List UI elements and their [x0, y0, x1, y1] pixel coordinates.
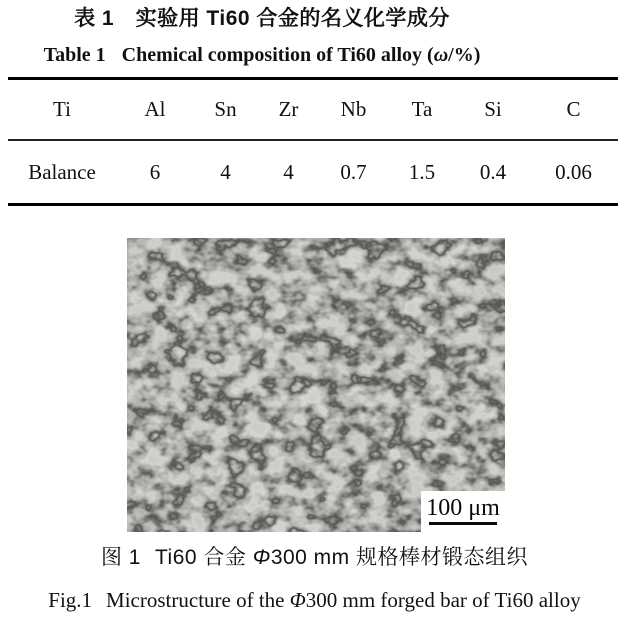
cell-c-value: 0.06 — [555, 159, 592, 184]
table-title-suffix: /%) — [448, 44, 481, 66]
cell-si-value: 0.4 — [479, 159, 507, 184]
table-data-row — [8, 140, 618, 205]
micrograph-figure — [127, 238, 505, 532]
figure-caption-chinese — [0, 541, 629, 571]
scale-bar-line — [429, 522, 497, 525]
micrograph-image — [127, 238, 505, 532]
cell-ti-value: Balance — [28, 159, 96, 184]
figure-caption-en-pre: Microstructure of the — [106, 588, 290, 612]
column-header-nb: Nb — [320, 79, 387, 141]
column-header-zr: Zr — [257, 79, 320, 141]
figure-number-label-cn: 图 1 — [100, 546, 141, 569]
omega-symbol: ω — [433, 44, 449, 66]
cell-zr-value: 4 — [283, 159, 294, 184]
figure-caption-cn-pre: Ti60 合金 — [154, 546, 253, 569]
cell-al-value: 6 — [149, 159, 161, 184]
phi-symbol-en: Φ — [289, 588, 306, 612]
phi-symbol-cn: Φ — [252, 546, 271, 569]
scale-bar-label: 100 μm — [426, 495, 500, 521]
table-title-chinese: 表 1 实验用 Ti60 合金的名义化学成分 — [74, 7, 450, 30]
column-header-ti: Ti — [8, 79, 116, 141]
cell-nb-value: 0.7 — [340, 159, 367, 184]
figure-number-label-en: Fig.1 — [48, 588, 93, 612]
table-title-block — [0, 6, 524, 67]
table-number-label: Table 1 — [43, 44, 106, 66]
column-header-ta: Ta — [387, 79, 457, 141]
column-header-si: Si — [457, 79, 529, 141]
table-title-english — [0, 43, 524, 67]
figure-caption-cn-post: 300 mm 规格棒材锻态组织 — [270, 546, 529, 569]
table-title-text: Chemical composition of Ti60 alloy ( — [121, 44, 434, 66]
composition-table — [8, 77, 618, 206]
figure-caption-english — [0, 588, 629, 613]
column-header-c: C — [529, 79, 618, 141]
figure-caption-en-post: 300 mm forged bar of Ti60 alloy — [305, 588, 581, 612]
table-header-row — [8, 79, 618, 141]
column-header-sn: Sn — [194, 79, 257, 141]
scale-bar-box — [421, 491, 505, 532]
column-header-al: Al — [116, 79, 194, 141]
cell-ta-value: 1.5 — [408, 159, 436, 184]
cell-sn-value: 4 — [220, 159, 231, 184]
